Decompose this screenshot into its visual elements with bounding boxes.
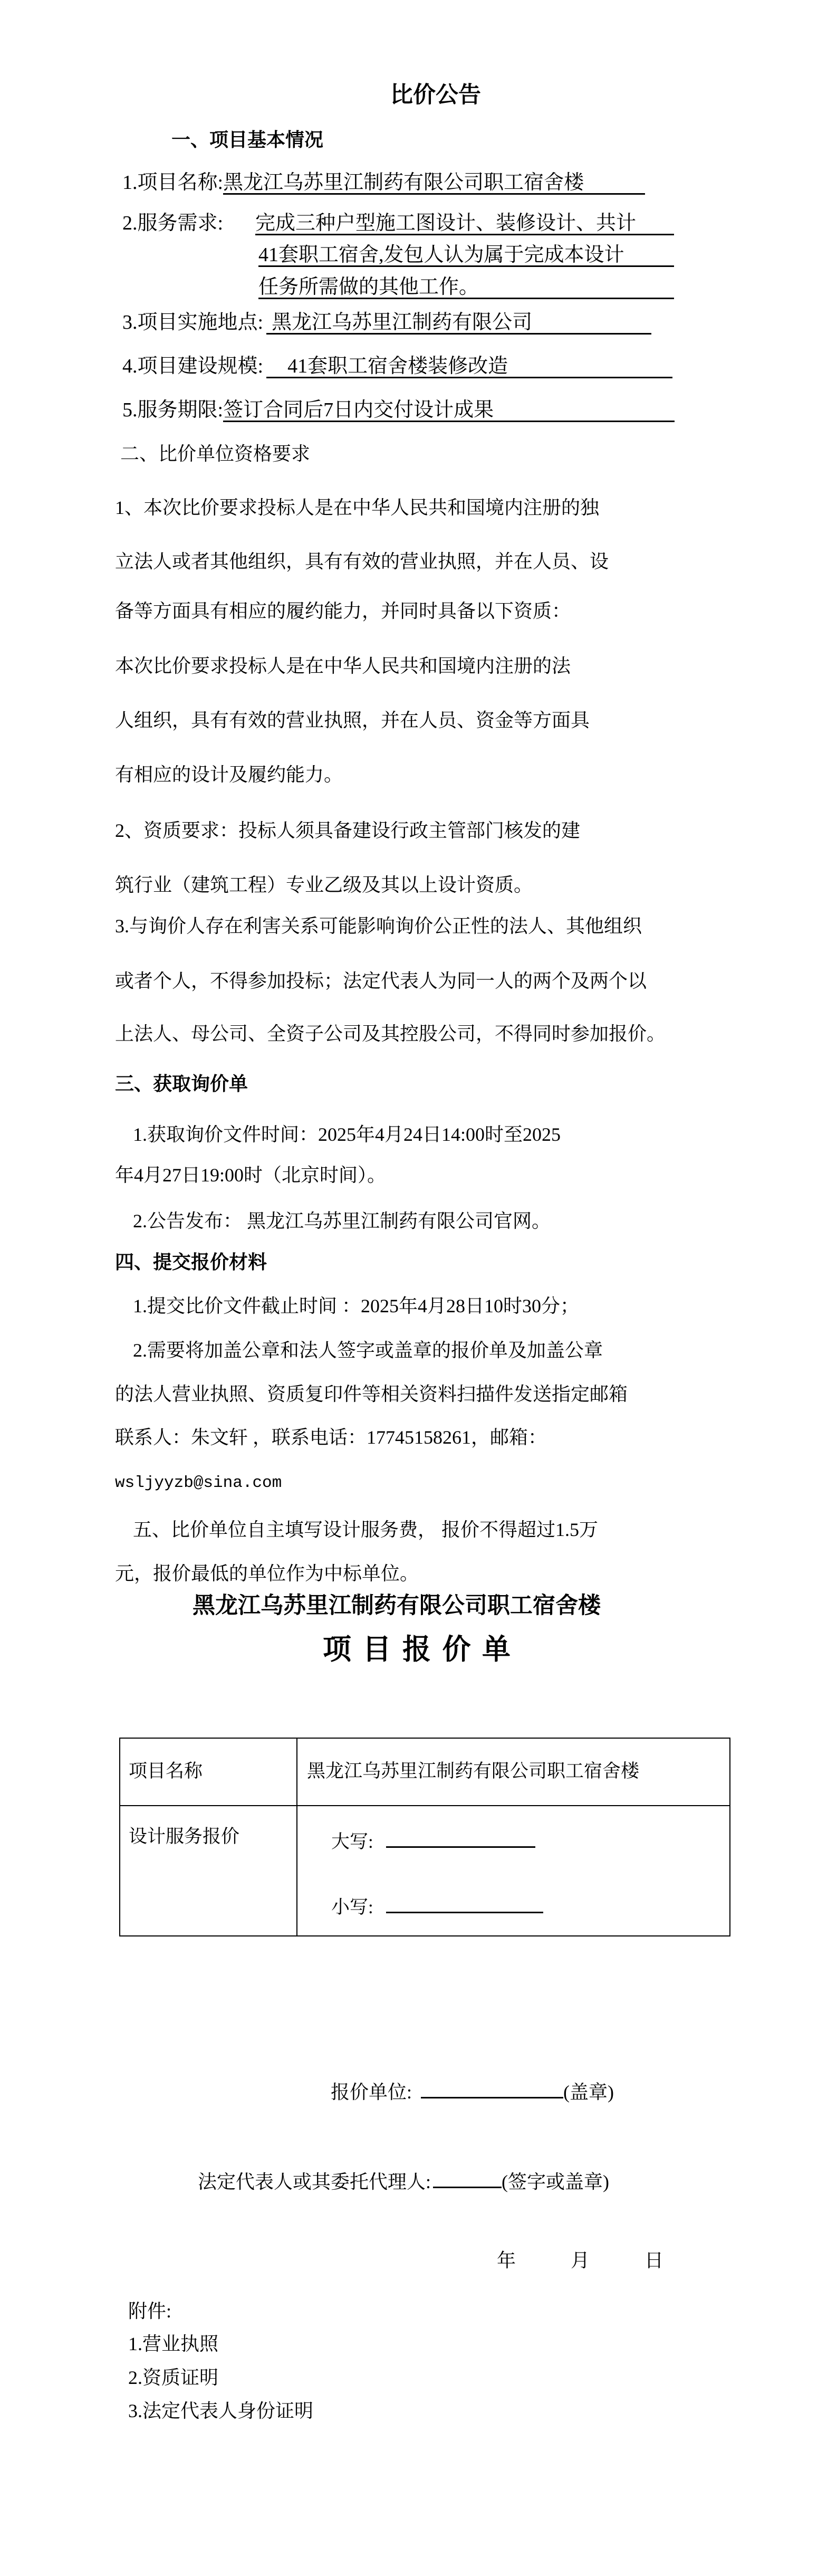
section-2-line: 或者个人，不得参加投标；法定代表人为同一人的两个及两个以 xyxy=(115,970,647,991)
table-row-design-fee xyxy=(120,1805,729,1935)
item-scale xyxy=(122,354,672,378)
legal-rep-seal-hint: (签字或盖章) xyxy=(502,2171,609,2192)
service-requirement-line-3: 任务所需做的其他工作。 xyxy=(258,276,674,299)
section-5-line: 元，报价最低的单位作为中标单位。 xyxy=(115,1563,419,1584)
attachment-item: 1.营业执照 xyxy=(128,2333,219,2354)
section-3-line: 年4月27日19:00时（北京时间）。 xyxy=(115,1165,387,1186)
item-service-requirement-label: 2.服务需求: xyxy=(122,212,224,234)
section-2-line: 备等方面具有相应的履约能力，并同时具备以下资质： xyxy=(115,600,571,622)
design-fee-label: 设计服务报价 xyxy=(129,1826,240,1847)
item-location xyxy=(122,310,651,335)
section-2-line: 人组织，具有有效的营业执照，并在人员、资金等方面具 xyxy=(115,710,590,731)
item-label: 1.项目名称: xyxy=(122,171,224,194)
service-requirement-line-2: 41套职工宿舍,发包人认为属于完成本设计 xyxy=(258,244,674,267)
section-2-heading: 二、比价单位资格要求 xyxy=(120,443,311,464)
date-month: 月 xyxy=(571,2250,590,2271)
upper-amount-label: 大写: xyxy=(331,1831,373,1852)
table-row-project-name xyxy=(120,1739,729,1806)
section-4-line: 的法人营业执照、资质复印件等相关资料扫描件发送指定邮箱 xyxy=(115,1384,628,1405)
section-3-line: 1.获取询价文件时间：2025年4月24日14:00时至2025 xyxy=(133,1124,561,1145)
section-2-line: 筑行业（建筑工程）专业乙级及其以上设计资质。 xyxy=(115,874,533,895)
section-2-line: 本次比价要求投标人是在中华人民共和国境内注册的法 xyxy=(115,655,571,676)
section-2-line: 有相应的设计及履约能力。 xyxy=(115,764,343,785)
quote-unit-input[interactable] xyxy=(421,2079,563,2098)
service-period-value: 签订合同后7日内交付设计成果 xyxy=(223,399,675,422)
item-project-name xyxy=(122,170,645,195)
page-title: 比价公告 xyxy=(390,83,481,108)
legal-rep-label: 法定代表人或其委托代理人: xyxy=(198,2171,431,2192)
quote-form-title: 项 目 报 价 单 xyxy=(323,1634,513,1665)
date-day: 日 xyxy=(644,2250,664,2271)
item-label: 4.项目建设规模: xyxy=(122,355,264,377)
section-2-line: 上法人、母公司、全资子公司及其控股公司，不得同时参加报价。 xyxy=(115,1023,666,1044)
section-2-line: 1、本次比价要求投标人是在中华人民共和国境内注册的独 xyxy=(115,497,600,518)
section-3-heading: 三、获取询价单 xyxy=(115,1073,248,1094)
attachment-item: 2.资质证明 xyxy=(128,2367,219,2388)
attachments-heading: 附件: xyxy=(128,2301,172,2322)
attachment-item: 3.法定代表人身份证明 xyxy=(128,2400,314,2421)
section-1-heading: 一、项目基本情况 xyxy=(171,129,324,150)
section-2-line: 立法人或者其他组织，具有有效的营业执照，并在人员、设 xyxy=(115,551,609,572)
quote-form-company-title: 黑龙江乌苏里江制药有限公司职工宿舍楼 xyxy=(193,1594,601,1618)
lower-amount-label: 小写: xyxy=(331,1897,373,1917)
section-4-line: 2.需要将加盖公章和法人签字或盖章的报价单及加盖公章 xyxy=(133,1340,603,1361)
quote-unit-signature xyxy=(331,2079,614,2104)
section-4-heading: 四、提交报价材料 xyxy=(115,1252,267,1273)
project-name-cell: 黑龙江乌苏里江制药有限公司职工宿舍楼 xyxy=(307,1761,640,1781)
item-label: 3.项目实施地点: xyxy=(122,311,264,333)
item-service-period xyxy=(122,398,675,422)
quote-table xyxy=(119,1738,730,1936)
section-2-line: 3.与询价人存在利害关系可能影响询价公正性的法人、其他组织 xyxy=(115,915,642,937)
upper-amount-row xyxy=(331,1828,535,1853)
legal-rep-signature xyxy=(198,2169,609,2193)
lower-amount-input[interactable] xyxy=(386,1894,543,1913)
project-name-value: 黑龙江乌苏里江制药有限公司职工宿舍楼 xyxy=(223,172,645,195)
section-2-line: 2、资质要求：投标人须具备建设行政主管部门核发的建 xyxy=(115,820,581,841)
scale-value: 41套职工宿舍楼装修改造 xyxy=(266,356,672,378)
quote-unit-label: 报价单位: xyxy=(331,2082,412,2103)
lower-amount-row xyxy=(331,1894,543,1918)
contact-email: wsljyyzb@sina.com xyxy=(115,1474,282,1492)
legal-rep-input[interactable] xyxy=(433,2169,502,2188)
upper-amount-input[interactable] xyxy=(386,1828,535,1848)
service-requirement-line-1: 完成三种户型施工图设计、装修设计、共计 xyxy=(255,213,674,235)
section-4-line: 1.提交比价文件截止时间 ：2025年4月28日10时30分； xyxy=(133,1295,580,1316)
location-value: 黑龙江乌苏里江制药有限公司 xyxy=(266,312,651,335)
item-label: 5.服务期限: xyxy=(122,399,224,421)
quote-unit-seal-hint: (盖章) xyxy=(563,2082,614,2103)
section-5-line: 五、比价单位自主填写设计服务费， 报价不得超过1.5万 xyxy=(133,1519,599,1540)
section-4-line: 联系人：朱文轩 ，联系电话：17745158261，邮箱： xyxy=(115,1427,547,1448)
section-3-line: 2.公告发布： 黑龙江乌苏里江制药有限公司官网。 xyxy=(133,1210,551,1232)
date-year: 年 xyxy=(497,2250,516,2271)
project-name-label: 项目名称 xyxy=(129,1761,203,1781)
